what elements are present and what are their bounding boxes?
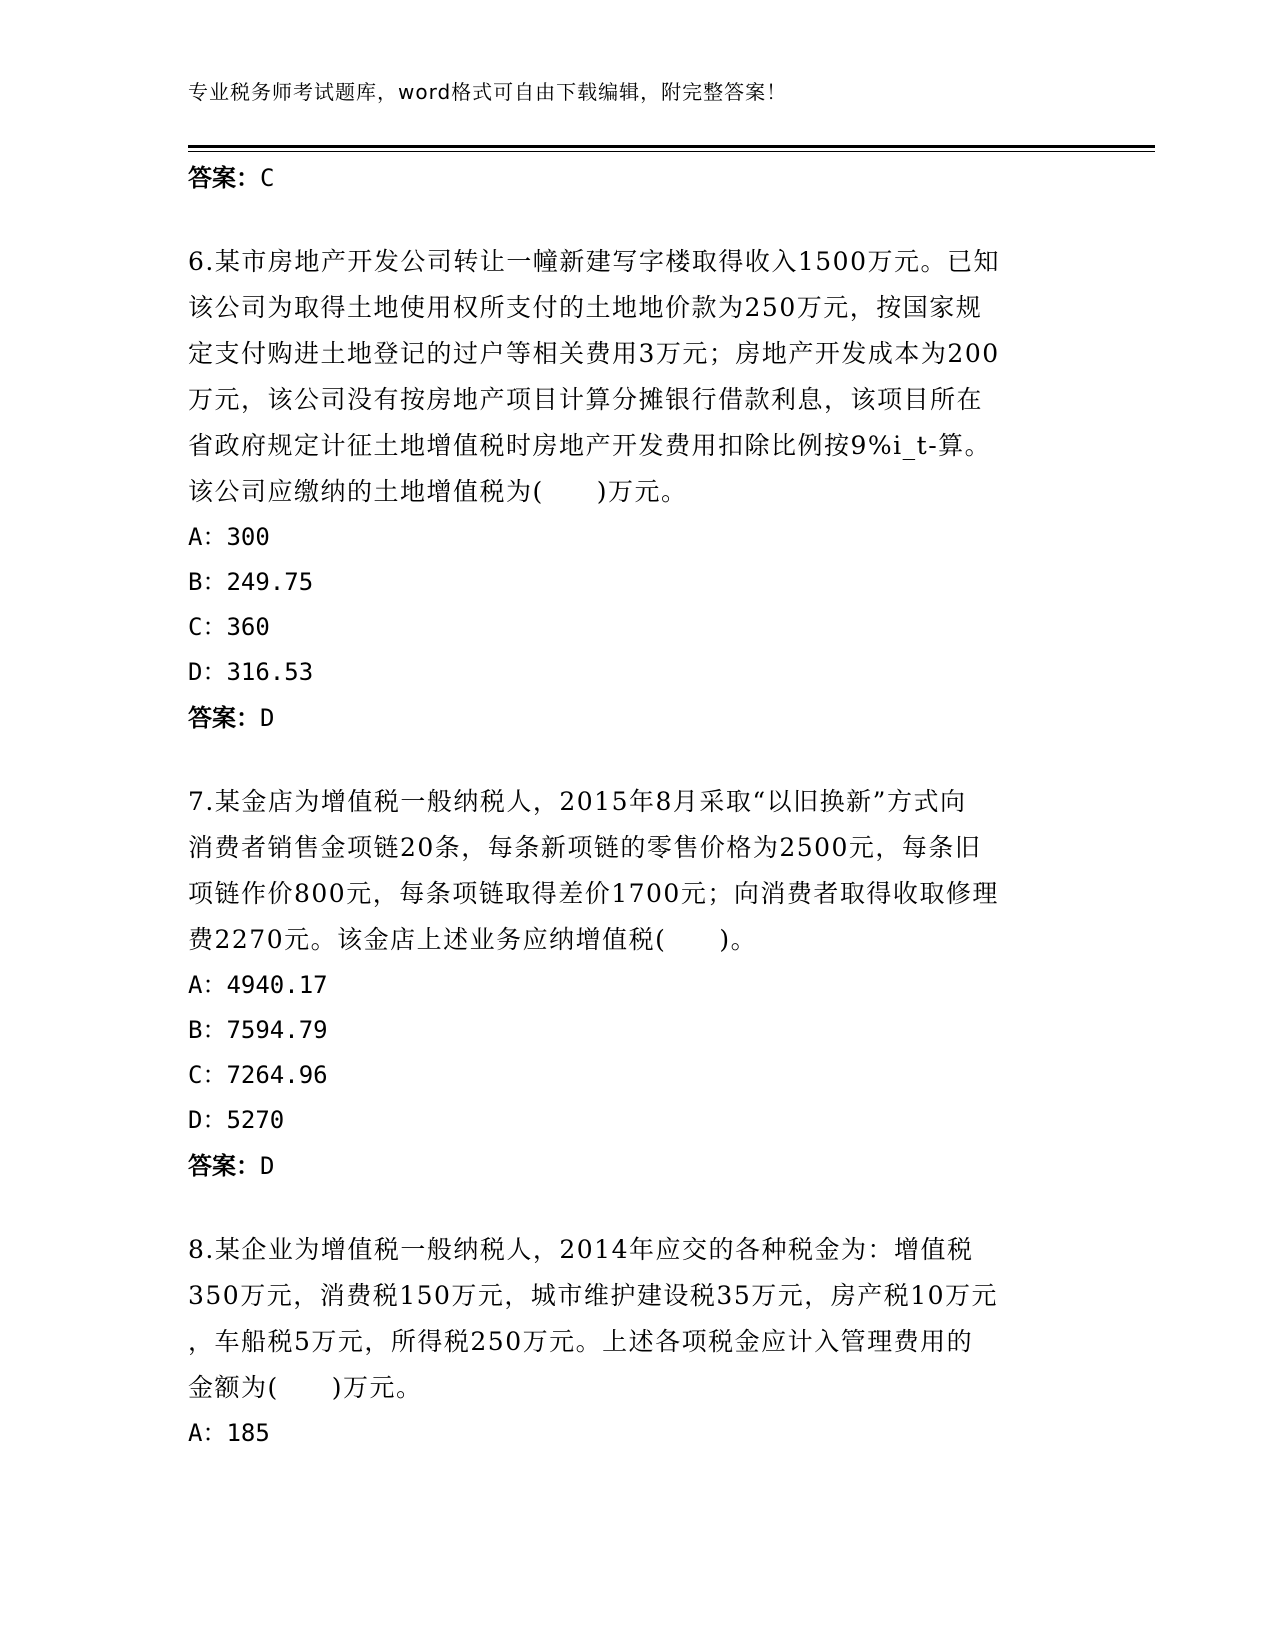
document-content xyxy=(188,155,1088,1456)
question-stem-line: 省政府规定计征土地增值税时房地产开发费用扣除比例按9%i_t-算。 xyxy=(188,431,992,460)
answer-label: 答案： xyxy=(188,1152,260,1180)
option-value: 185 xyxy=(226,1419,270,1447)
option-b xyxy=(188,1008,1088,1053)
question-stem-line: ，车船税5万元，所得税250万元。上述各项税金应计入管理费用的 xyxy=(188,1327,974,1356)
option-value: 7264.96 xyxy=(226,1061,328,1089)
answer-line xyxy=(188,1143,1088,1189)
option-a xyxy=(188,515,1088,560)
option-c xyxy=(188,1053,1088,1098)
question-6 xyxy=(188,239,1088,741)
question-8 xyxy=(188,1227,1088,1456)
option-label: A： xyxy=(188,523,227,551)
option-value: 316.53 xyxy=(226,658,314,686)
option-d xyxy=(188,1098,1088,1143)
option-b xyxy=(188,560,1088,605)
option-label: C： xyxy=(188,613,227,641)
option-label: B： xyxy=(188,568,227,596)
option-value: 7594.79 xyxy=(226,1016,328,1044)
question-stem-line: 7.某金店为增值税一般纳税人，2015年8月采取“以旧换新”方式向 xyxy=(188,787,967,816)
question-stem-line: 8.某企业为增值税一般纳税人，2014年应交的各种税金为：增值税 xyxy=(188,1235,974,1264)
question-stem-line: 350万元，消费税150万元，城市维护建设税35万元，房产税10万元 xyxy=(188,1281,999,1310)
question-stem-line: 消费者销售金项链20条，每条新项链的零售价格为2500元，每条旧 xyxy=(188,833,982,862)
option-d xyxy=(188,650,1088,695)
answer-value: D xyxy=(260,1152,275,1180)
option-value: 360 xyxy=(226,613,270,641)
header-rule-thick xyxy=(188,145,1155,148)
option-a xyxy=(188,1411,1088,1456)
option-label: D： xyxy=(188,1106,227,1134)
option-label: A： xyxy=(188,1419,227,1447)
question-stem-line: 万元，该公司没有按房地产项目计算分摊银行借款利息，该项目所在 xyxy=(188,385,984,414)
answer-value: C xyxy=(260,164,275,192)
option-a xyxy=(188,963,1088,1008)
option-value: 4940.17 xyxy=(226,971,328,999)
question-stem-line: 该公司为取得土地使用权所支付的土地地价款为250万元，按国家规 xyxy=(188,293,983,322)
question-stem-line: 定支付购进土地登记的过户等相关费用3万元；房地产开发成本为200 xyxy=(188,339,1000,368)
question-stem-line: 6.某市房地产开发公司转让一幢新建写字楼取得收入1500万元。已知 xyxy=(188,247,1000,276)
answer-line xyxy=(188,155,1088,201)
answer-value: D xyxy=(260,704,275,732)
question-stem-line: 金额为( )万元。 xyxy=(188,1373,423,1402)
header-rule-thin xyxy=(188,151,1155,152)
option-label: B： xyxy=(188,1016,227,1044)
option-label: D： xyxy=(188,658,227,686)
question-7 xyxy=(188,779,1088,1189)
question-stem-line: 费2270元。该金店上述业务应纳增值税( )。 xyxy=(188,925,758,954)
page-header-text: 专业税务师考试题库，word格式可自由下载编辑，附完整答案！ xyxy=(188,80,788,104)
option-label: A： xyxy=(188,971,227,999)
option-c xyxy=(188,605,1088,650)
option-value: 5270 xyxy=(226,1106,285,1134)
option-value: 300 xyxy=(226,523,270,551)
question-stem-line: 项链作价800元，每条项链取得差价1700元；向消费者取得收取修理 xyxy=(188,879,999,908)
option-value: 249.75 xyxy=(226,568,314,596)
answer-line xyxy=(188,695,1088,741)
question-stem-line: 该公司应缴纳的土地增值税为( )万元。 xyxy=(188,477,688,506)
option-label: C： xyxy=(188,1061,227,1089)
answer-label: 答案： xyxy=(188,164,260,192)
answer-label: 答案： xyxy=(188,704,260,732)
